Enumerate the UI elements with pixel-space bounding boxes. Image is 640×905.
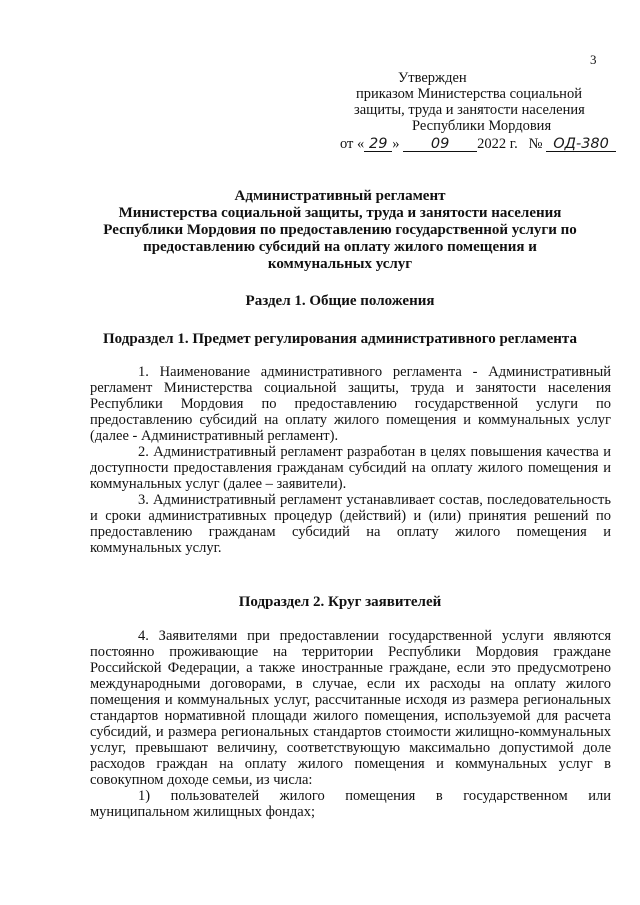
subsection-1-body (90, 364, 611, 556)
approval-line: защиты, труда и занятости населения (354, 102, 585, 118)
approval-line: приказом Министерства социальной (356, 86, 582, 102)
order-number: ОД-380 (546, 137, 616, 152)
paragraph: 3. Административный регламент устанавливает состав, последовательность и сроки административных процедур (действий) и (или) принятия решений по предоставлению гражданам субсидий на оплату жилого помещения и коммунальных услуг. (90, 492, 611, 556)
title-line: Республики Мордовия по предоставлению государственной услуги по (103, 222, 577, 238)
title-line: Министерства социальной защиты, труда и занятости населения (118, 205, 562, 221)
paragraph: 2. Административный регламент разработан в целях повышения качества и доступности предоставления гражданам субсидий на оплату жилого помещения и коммунальных услуг (далее – заявители). (90, 444, 611, 492)
date-mid: » (392, 136, 400, 152)
approval-date-line (330, 136, 630, 152)
approval-line: Утвержден (398, 70, 467, 86)
title-line: коммунальных услуг (267, 256, 413, 272)
paragraph: 1) пользователей жилого помещения в государственном или муниципальном жилищных фондах; (90, 788, 611, 820)
subsection-2-heading: Подраздел 2. Круг заявителей (238, 594, 442, 610)
date-month: 09 (403, 137, 477, 152)
paragraph: 1. Наименование административного регламента - Административный регламент Министерства социальной защиты, труда и занятости населения Республики Мордовия по предоставлению государственной услуги по предоставлению субсидий на оплату жилого помещения и коммунальных услуг (далее - Административный регламент). (90, 364, 611, 444)
approval-line: Республики Мордовия (412, 118, 552, 134)
number-prefix: № (528, 136, 543, 152)
page-number: 3 (590, 52, 597, 67)
date-day: 29 (364, 137, 392, 152)
paragraph: 4. Заявителями при предоставлении государственной услуги являются постоянно проживающие на территории Республики Мордовия граждане Российской Федерации, а также иностранные граждане, если это предусмотрено международными договорами, в случае, если их расходы на оплату жилого помещения и коммунальных услуг, рассчитанные исходя из размера региональных стандартов нормативной площади жилого помещения, используемой для расчета субсидий, и размера региональных стандартов стоимости жилищно-коммунальных услуг, превышают величину, соответствующую максимально допустимой доле расходов граждан на оплату жилого помещения и коммунальных услуг в совокупном доходе семьи, из числа: (90, 628, 611, 788)
section-1-heading: Раздел 1. Общие положения (245, 293, 435, 309)
title-line: Административный регламент (234, 188, 446, 204)
approval-stamp (330, 70, 630, 152)
document-title (80, 188, 600, 273)
date-prefix: от « (340, 136, 365, 152)
subsection-2-body (90, 628, 611, 820)
title-line: предоставлению субсидий на оплату жилого помещения и (143, 239, 537, 255)
subsection-1-heading: Подраздел 1. Предмет регулирования административного регламента (103, 331, 577, 347)
date-year: 2022 г. (477, 136, 518, 152)
